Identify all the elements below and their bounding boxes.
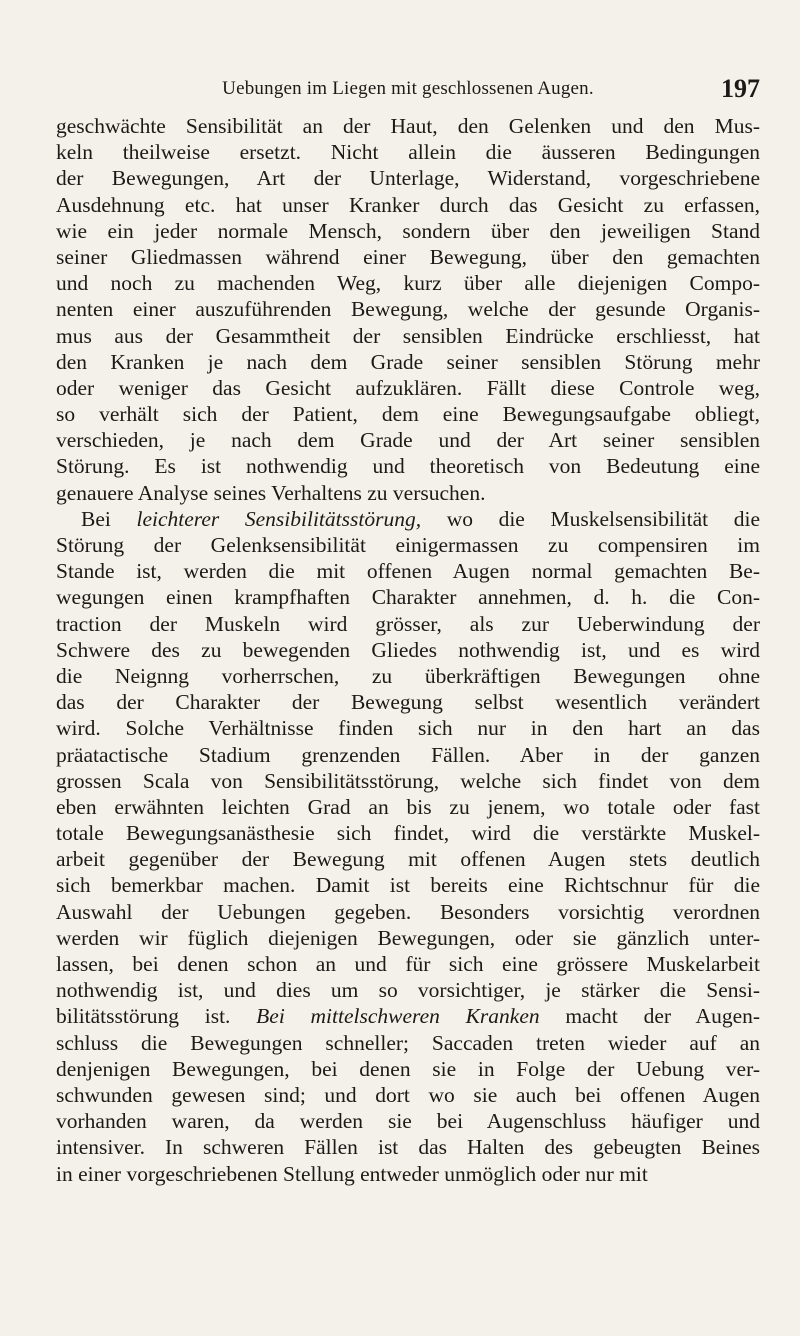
text-line: schluss die Bewegungen schneller; Saccaden treten wieder auf an bbox=[56, 1030, 760, 1055]
running-title: Uebungen im Liegen mit geschlossenen Augen. bbox=[222, 78, 594, 99]
text-run: bilitätsstörung ist. bbox=[56, 1004, 257, 1029]
text-line: arbeit gegenüber der Bewegung mit offenen Augen stets deutlich bbox=[56, 847, 760, 872]
text-line: in einer vorgeschriebenen Stellung entweder unmöglich oder nur mit bbox=[56, 1161, 648, 1186]
text-line: seiner Gliedmassen während einer Bewegung, über den gemachten bbox=[56, 244, 760, 269]
text-line: wird. Solche Verhältnisse finden sich nur in den hart an das bbox=[56, 716, 760, 741]
text-run: Bei bbox=[81, 506, 137, 531]
text-line: die Neignng vorherrschen, zu überkräftigen Bewegungen ohne bbox=[56, 663, 760, 688]
text-line: Ausdehnung etc. hat unser Kranker durch das Gesicht zu erfassen, bbox=[56, 192, 760, 217]
page-number: 197 bbox=[721, 74, 760, 103]
italic-phrase: Bei mittelschweren Kranken bbox=[256, 1004, 540, 1029]
text-line: Schwere des zu bewegenden Gliedes nothwendig ist, und es wird bbox=[56, 637, 760, 662]
text-line: nenten einer auszuführenden Bewegung, welche der gesunde Organis- bbox=[56, 297, 760, 322]
text-line: vorhanden waren, da werden sie bei Augenschluss häufiger und bbox=[56, 1109, 760, 1134]
text-line: genauere Analyse seines Verhaltens zu versuchen. bbox=[56, 480, 486, 505]
text-line: das der Charakter der Bewegung selbst wesentlich verändert bbox=[56, 690, 760, 715]
text-line: so verhält sich der Patient, dem eine Bewegungsaufgabe obliegt, bbox=[56, 402, 760, 427]
text-line: wie ein jeder normale Mensch, sondern über den jeweiligen Stand bbox=[56, 218, 760, 243]
running-header bbox=[56, 74, 760, 108]
text-line: mus aus der Gesammtheit der sensiblen Eindrücke erschliesst, hat bbox=[56, 323, 760, 348]
text-line: den Kranken je nach dem Grade seiner sensiblen Störung mehr bbox=[56, 349, 760, 374]
text-line: denjenigen Bewegungen, bei denen sie in Folge der Uebung ver- bbox=[56, 1056, 760, 1081]
text-line: traction der Muskeln wird grösser, als zur Ueberwindung der bbox=[56, 611, 760, 636]
text-line-paragraph-start bbox=[56, 506, 760, 532]
text-line: intensiver. In schweren Fällen ist das Halten des gebeugten Beines bbox=[56, 1135, 760, 1160]
text-line: lassen, bei denen schon an und für sich eine grössere Muskelarbeit bbox=[56, 952, 760, 976]
text-line: totale Bewegungsanästhesie sich findet, wird die verstärkte Muskel- bbox=[56, 821, 760, 846]
text-run: wo die Muskelsensibilität die bbox=[421, 506, 760, 531]
text-line: und noch zu machenden Weg, kurz über alle diejenigen Compo- bbox=[56, 271, 760, 296]
text-line: schwunden gewesen sind; und dort wo sie auch bei offenen Augen bbox=[56, 1082, 760, 1107]
text-run: macht der Augen- bbox=[539, 1004, 760, 1029]
text-line: Stande ist, werden die mit offenen Augen normal gemachten Be- bbox=[56, 559, 760, 584]
body-text bbox=[56, 113, 760, 1187]
text-line: grossen Scala von Sensibilitätsstörung, welche sich findet von dem bbox=[56, 768, 760, 793]
text-line: oder weniger das Gesicht aufzuklären. Fällt diese Controle weg, bbox=[56, 375, 760, 400]
text-line: werden wir füglich diejenigen Bewegungen, oder sie gänzlich unter- bbox=[56, 925, 760, 950]
text-line: geschwächte Sensibilität an der Haut, den Gelenken und den Mus- bbox=[56, 114, 760, 138]
text-line: verschieden, je nach dem Grade und der Art seiner sensiblen bbox=[56, 428, 760, 453]
text-line: Auswahl der Uebungen gegeben. Besonders vorsichtig verordnen bbox=[56, 899, 760, 924]
text-line: präatactische Stadium grenzenden Fällen. Aber in der ganzen bbox=[56, 742, 760, 767]
text-line: sich bemerkbar machen. Damit ist bereits eine Richtschnur für die bbox=[56, 873, 760, 898]
text-line: eben erwähnten leichten Grad an bis zu jenem, wo totale oder fast bbox=[56, 794, 760, 819]
text-line: wegungen einen krampfhaften Charakter annehmen, d. h. die Con- bbox=[56, 585, 760, 610]
text-line: keln theilweise ersetzt. Nicht allein die äusseren Bedingungen bbox=[56, 140, 760, 165]
italic-phrase: leichterer Sensibilitätsstörung, bbox=[136, 506, 422, 531]
text-line-with-italic bbox=[56, 1003, 760, 1029]
text-line: Störung. Es ist nothwendig und theoretisch von Bedeutung eine bbox=[56, 454, 760, 479]
text-line: der Bewegungen, Art der Unterlage, Widerstand, vorgeschriebene bbox=[56, 166, 760, 191]
text-line: nothwendig ist, und dies um so vorsichtiger, je stärker die Sensi- bbox=[56, 978, 760, 1003]
text-line: Störung der Gelenksensibilität einigermassen zu compensiren im bbox=[56, 533, 760, 557]
